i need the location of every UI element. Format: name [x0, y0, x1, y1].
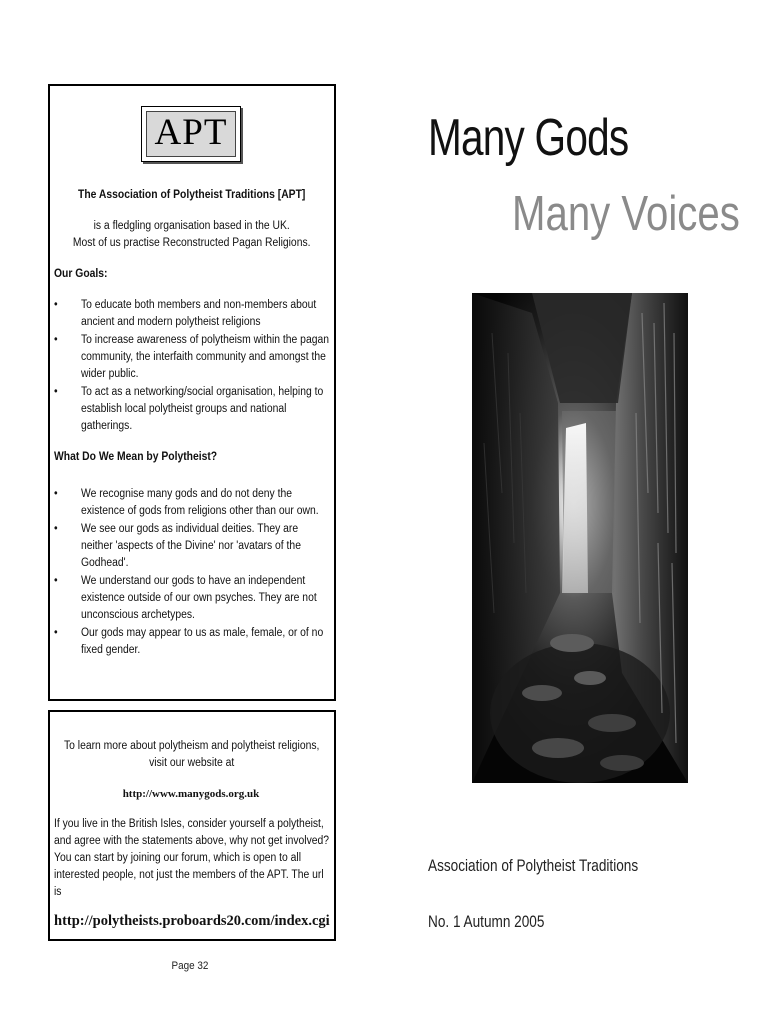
involve-text: If you live in the British Isles, consider yourself a polytheist, and agree with the statements above, why not get involved? You can start by joining our forum, which is open to all interested people, not just the members of the APT. The url is	[54, 818, 330, 898]
website-link[interactable]: http://www.manygods.org.uk	[122, 788, 260, 800]
list-item-text: To increase awareness of polytheism within the pagan community, the interfaith community and amongst the wider public.	[81, 334, 329, 380]
intro-text	[54, 218, 329, 252]
intro-line: Most of us practise Reconstructed Pagan Religions.	[72, 237, 311, 249]
learn-text	[54, 738, 329, 772]
list-item-text: To act as a networking/social organisation, helping to establish local polytheist groups and national gatherings.	[81, 386, 324, 432]
bullet-icon: •	[54, 334, 58, 346]
logo-text: APT	[154, 112, 228, 153]
meanings-list	[54, 486, 329, 659]
meaning-heading: What Do We Mean by Polytheist?	[54, 451, 218, 463]
website-info-box	[48, 710, 336, 941]
cover-photo	[472, 293, 688, 783]
learn-line: visit our website at	[149, 757, 235, 769]
cover-org-name: Association of Polytheist Traditions	[428, 856, 639, 875]
cover-issue: No. 1 Autumn 2005	[428, 912, 545, 931]
org-title: The Association of Polytheist Traditions [APT]	[78, 189, 306, 201]
apt-logo	[141, 106, 241, 162]
goals-list	[54, 297, 329, 435]
intro-line: is a fledgling organisation based in the UK.	[93, 220, 290, 232]
list-item-text: We recognise many gods and do not deny the existence of gods from religions other than our own.	[81, 488, 319, 517]
list-item-text: Our gods may appear to us as male, female, or of no fixed gender.	[81, 627, 324, 656]
forum-link[interactable]: http://polytheists.proboards20.com/index.cgi	[54, 913, 330, 929]
cover-title-line1: Many Gods	[428, 109, 629, 167]
list-item-text: We understand our gods to have an independent existence outside of our own psyches. They are not unconscious archetypes.	[81, 575, 317, 621]
list-item-text: To educate both members and non-members about ancient and modern polytheist religions	[81, 299, 317, 328]
bullet-icon: •	[54, 575, 58, 587]
bullet-icon: •	[54, 299, 58, 311]
list-item	[54, 625, 329, 659]
bullet-icon: •	[54, 386, 58, 398]
list-item	[54, 332, 329, 383]
bullet-icon: •	[54, 523, 58, 535]
list-item	[54, 521, 329, 572]
bullet-icon: •	[54, 627, 58, 639]
list-item-text: We see our gods as individual deities. They are neither 'aspects of the Divine' nor 'avatars of the Godhead'.	[81, 523, 301, 569]
cover-title-line2: Many Voices	[512, 187, 740, 241]
apt-info-box	[48, 84, 336, 701]
list-item	[54, 297, 329, 331]
page-number: Page 32	[171, 960, 209, 972]
bullet-icon: •	[54, 488, 58, 500]
logo-container	[54, 106, 328, 167]
list-item	[54, 384, 329, 435]
list-item	[54, 573, 329, 624]
goals-heading: Our Goals:	[54, 268, 108, 280]
learn-line: To learn more about polytheism and polytheist religions,	[63, 740, 320, 752]
list-item	[54, 486, 329, 520]
